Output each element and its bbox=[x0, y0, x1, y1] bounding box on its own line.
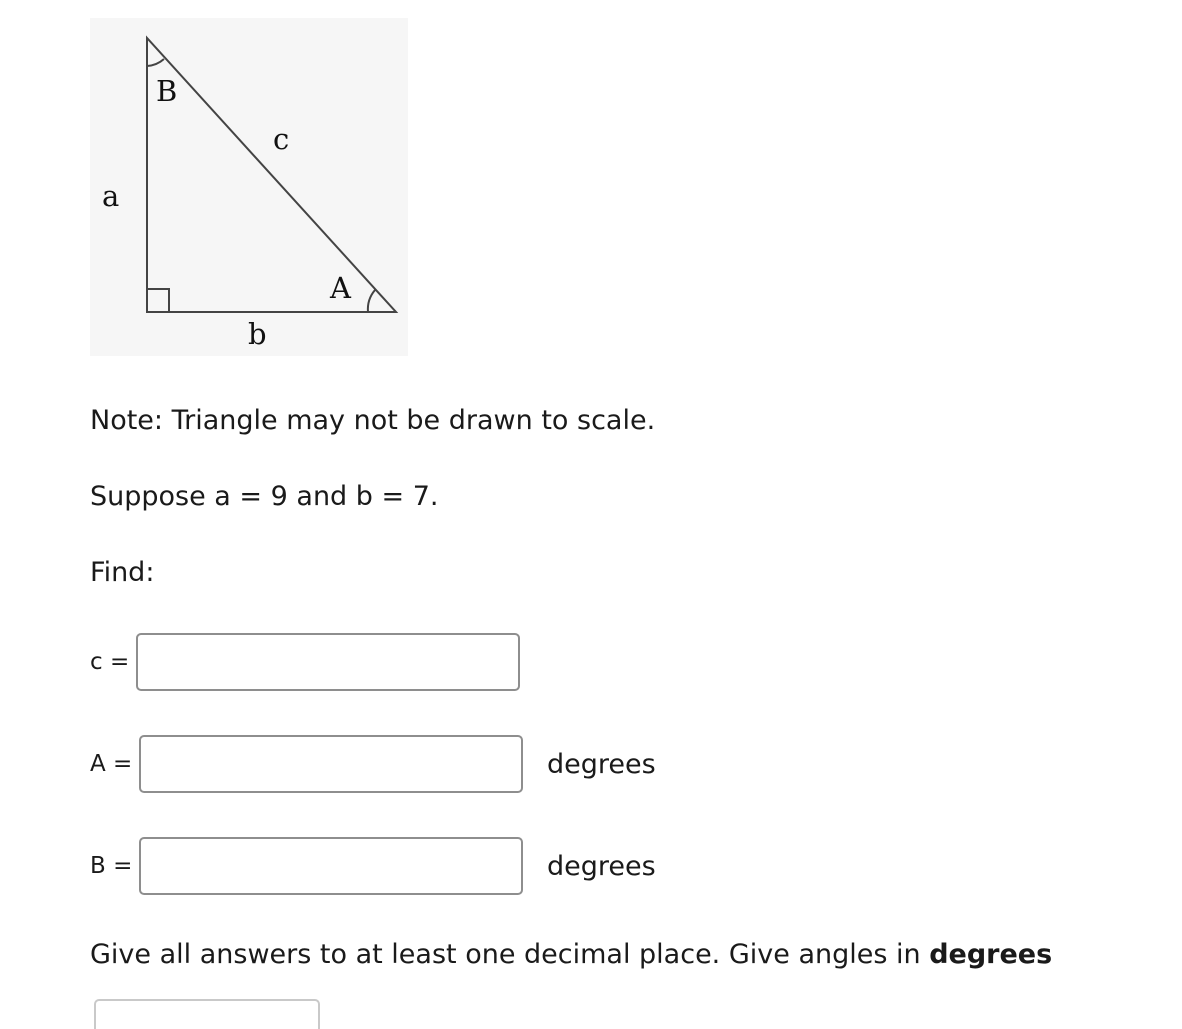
side-c-label: c bbox=[273, 122, 290, 156]
answer-input-angle-b[interactable] bbox=[139, 837, 523, 895]
scale-note: Note: Triangle may not be drawn to scale. bbox=[90, 405, 656, 436]
answer-row-angle-a bbox=[90, 734, 656, 794]
side-a-label: a bbox=[102, 179, 120, 213]
field-label-angle-b: B = bbox=[90, 853, 133, 879]
find-heading: Find: bbox=[90, 557, 155, 588]
unit-label-angle-b: degrees bbox=[547, 850, 656, 882]
right-triangle-diagram bbox=[90, 18, 408, 356]
right-angle-marker bbox=[147, 289, 169, 312]
unit-label-angle-a: degrees bbox=[547, 748, 656, 780]
angle-a-arc bbox=[368, 290, 375, 312]
angle-b-label: B bbox=[156, 74, 178, 108]
triangle-outline bbox=[147, 38, 396, 312]
instructions-emphasis: degrees bbox=[929, 939, 1053, 970]
answer-instructions bbox=[90, 939, 1052, 971]
side-b-label: b bbox=[248, 317, 267, 351]
submit-button[interactable] bbox=[94, 999, 320, 1029]
field-label-c: c = bbox=[90, 649, 130, 675]
angle-a-label: A bbox=[330, 271, 351, 305]
field-label-angle-a: A = bbox=[90, 751, 133, 777]
answer-input-angle-a[interactable] bbox=[139, 735, 523, 793]
triangle-figure bbox=[90, 18, 408, 356]
answer-row-c bbox=[90, 632, 520, 692]
answer-input-c[interactable] bbox=[136, 633, 520, 691]
angle-b-arc bbox=[147, 59, 164, 66]
answer-row-angle-b bbox=[90, 836, 656, 896]
given-values: Suppose a = 9 and b = 7. bbox=[90, 481, 439, 512]
instructions-text: Give all answers to at least one decimal place. Give angles in bbox=[90, 939, 930, 970]
